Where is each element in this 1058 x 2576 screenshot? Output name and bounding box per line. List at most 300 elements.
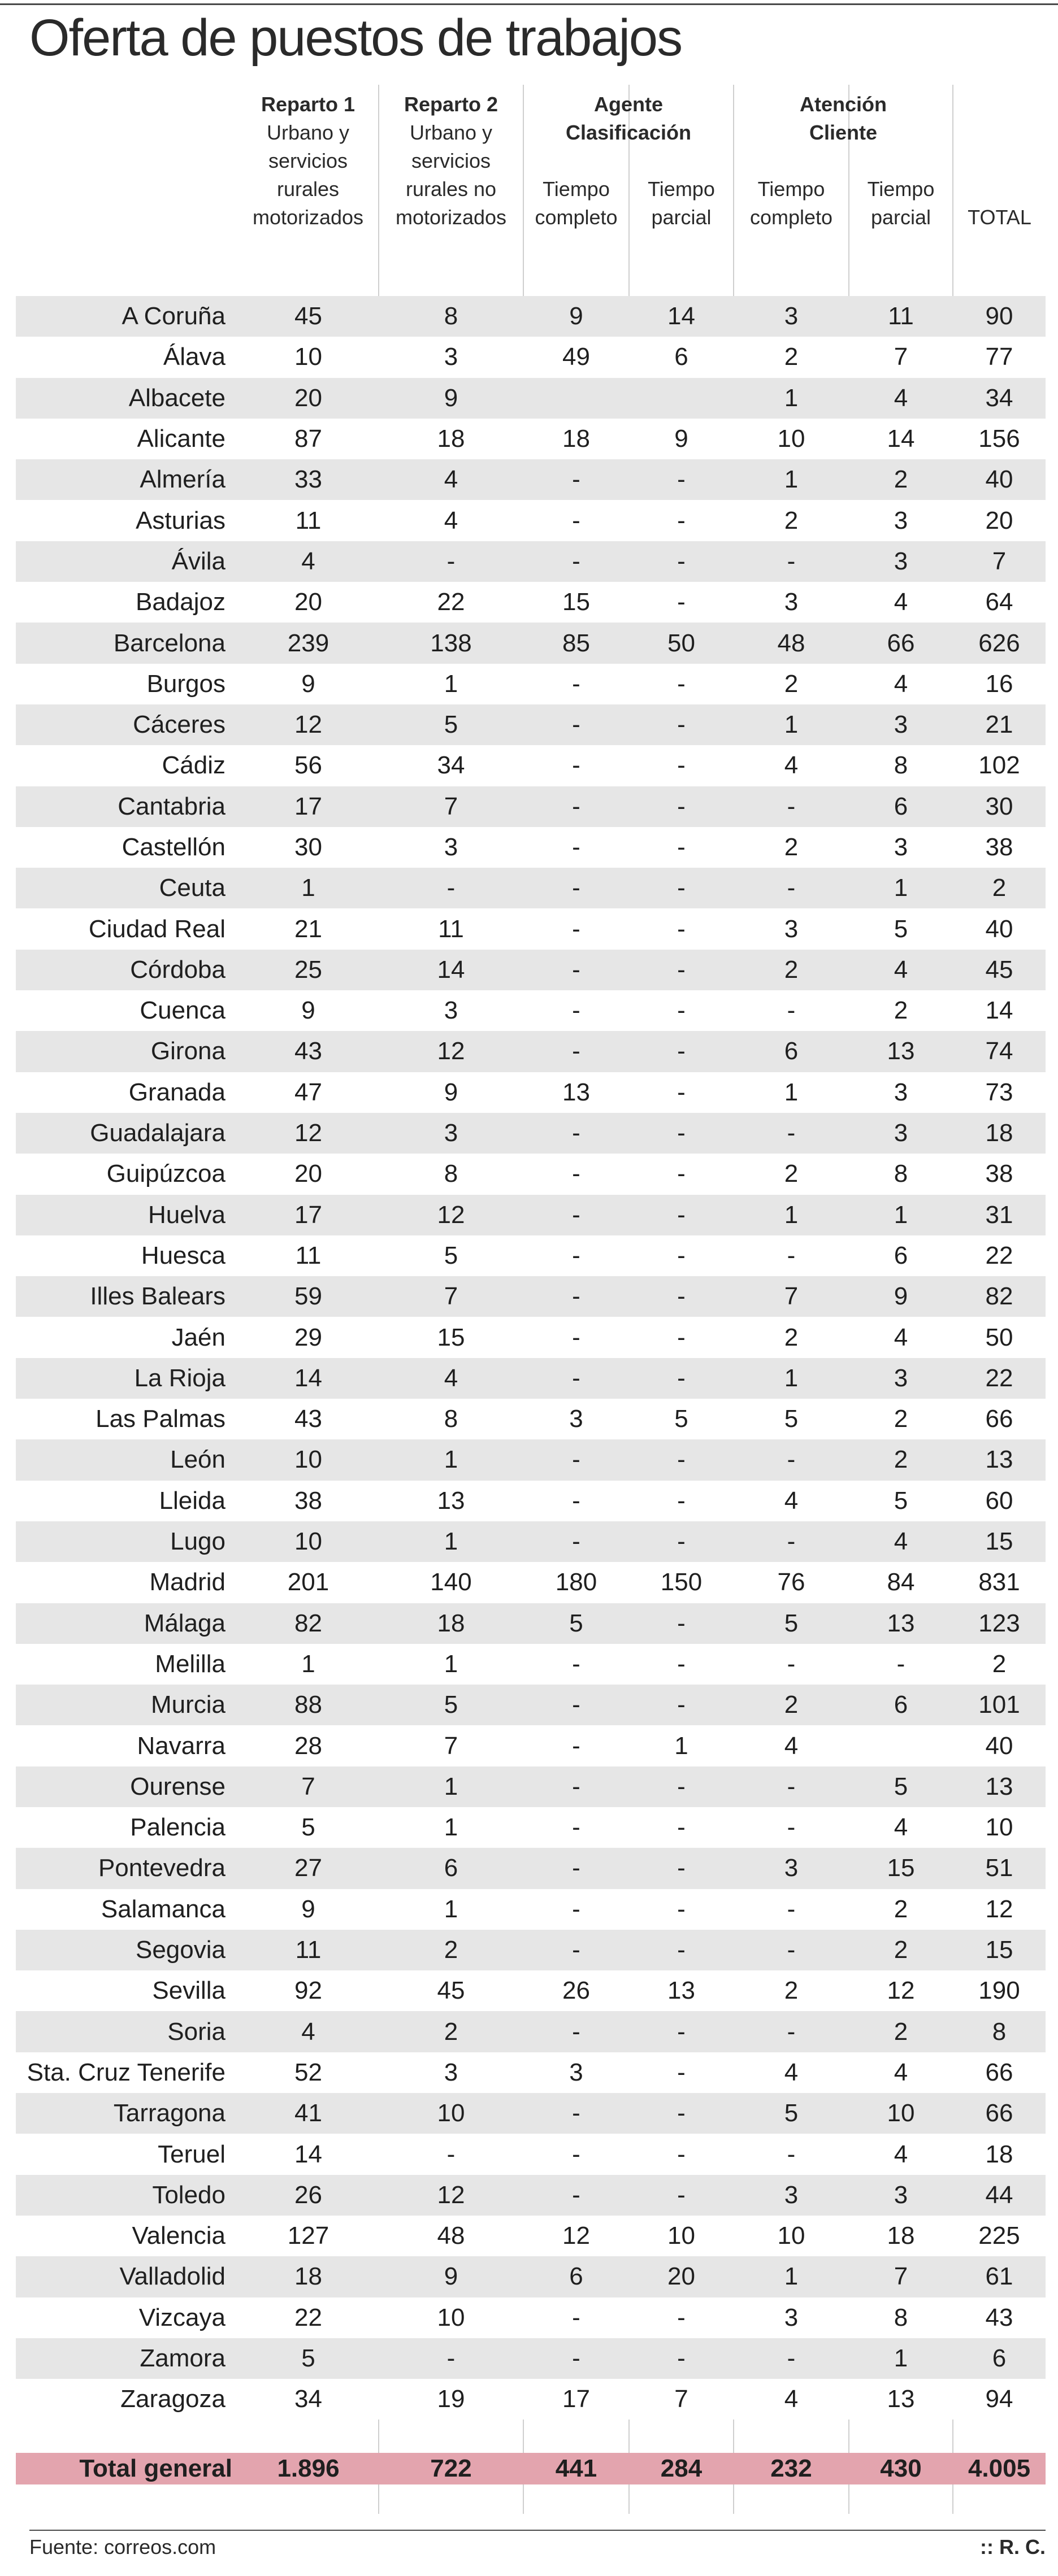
table-cell: 20 xyxy=(238,582,379,623)
table-cell: 8 xyxy=(849,745,953,786)
province-name: Málaga xyxy=(16,1603,238,1644)
province-name: Lugo xyxy=(16,1521,238,1562)
header-reparto-1-title: Reparto 1 xyxy=(261,93,355,116)
table-cell: 7 xyxy=(849,337,953,377)
table-row xyxy=(16,337,1046,377)
table-cell: 4 xyxy=(734,2379,849,2420)
table-row xyxy=(16,582,1046,623)
table-cell: 43 xyxy=(238,1399,379,1439)
table-cell: 4 xyxy=(849,2134,953,2174)
total-cell: 232 xyxy=(734,2453,849,2484)
province-name: Melilla xyxy=(16,1644,238,1685)
table-cell: - xyxy=(523,1481,629,1521)
header-reparto-1 xyxy=(238,90,378,232)
table-cell: 45 xyxy=(238,296,379,337)
table-cell: 123 xyxy=(953,1603,1046,1644)
table-cell: 9 xyxy=(379,2256,523,2297)
table-cell: - xyxy=(523,664,629,704)
table-cell: 20 xyxy=(238,378,379,419)
table-cell: 101 xyxy=(953,1685,1046,1725)
table-cell: 5 xyxy=(849,1481,953,1521)
province-name: Almería xyxy=(16,459,238,500)
header-tiempo-line: completo xyxy=(749,206,833,229)
table-cell xyxy=(849,1725,953,1766)
province-name: Madrid xyxy=(16,1562,238,1603)
table-cell: 127 xyxy=(238,2216,379,2256)
table-cell: - xyxy=(629,2093,734,2134)
table-cell: - xyxy=(629,786,734,827)
province-name: Sta. Cruz Tenerife xyxy=(16,2052,238,2093)
table-cell: 13 xyxy=(953,1766,1046,1807)
table-cell: 13 xyxy=(849,2379,953,2420)
table-cell: 4 xyxy=(734,1481,849,1521)
header-reparto-2-line: rurales no xyxy=(405,177,497,201)
table-cell: 15 xyxy=(953,1521,1046,1562)
table-row xyxy=(16,500,1046,541)
table-row xyxy=(16,1276,1046,1317)
table-cell: - xyxy=(629,868,734,908)
table-cell: 225 xyxy=(953,2216,1046,2256)
table-cell: 82 xyxy=(238,1603,379,1644)
table-row xyxy=(16,419,1046,459)
table-row xyxy=(16,1970,1046,2011)
table-cell: - xyxy=(523,1848,629,1889)
table-cell: 1 xyxy=(734,2256,849,2297)
province-name: Illes Balears xyxy=(16,1276,238,1317)
table-cell: 8 xyxy=(953,2011,1046,2052)
table-cell: - xyxy=(629,1276,734,1317)
table-cell: 14 xyxy=(238,2134,379,2174)
table-row xyxy=(16,1358,1046,1399)
table-cell: - xyxy=(629,1072,734,1113)
table-row xyxy=(16,1930,1046,1970)
table-cell: 15 xyxy=(849,1848,953,1889)
table-cell: - xyxy=(629,1439,734,1480)
table-cell: - xyxy=(629,2052,734,2093)
header-reparto-2-line: servicios xyxy=(411,149,491,172)
table-cell: - xyxy=(629,1317,734,1357)
table-cell: - xyxy=(734,1889,849,1930)
total-cell: 1.896 xyxy=(238,2453,379,2484)
table-cell: 5 xyxy=(379,704,523,745)
table-cell: 9 xyxy=(238,990,379,1031)
table-cell: 6 xyxy=(849,1235,953,1276)
province-name: Cádiz xyxy=(16,745,238,786)
province-name: Cáceres xyxy=(16,704,238,745)
province-name: Huesca xyxy=(16,1235,238,1276)
table-cell: 29 xyxy=(238,1317,379,1357)
table-cell: 5 xyxy=(849,1766,953,1807)
table-cell: 51 xyxy=(953,1848,1046,1889)
page-title: Oferta de puestos de trabajos xyxy=(29,9,682,67)
province-name: Albacete xyxy=(16,378,238,419)
table-cell: 48 xyxy=(379,2216,523,2256)
table-cell: 82 xyxy=(953,1276,1046,1317)
table-cell: 6 xyxy=(523,2256,629,2297)
table-cell: - xyxy=(523,1235,629,1276)
table-cell: - xyxy=(523,908,629,949)
table-cell: - xyxy=(523,2297,629,2338)
table-cell: 13 xyxy=(629,1970,734,2011)
table-cell: - xyxy=(629,827,734,868)
table-cell: 1 xyxy=(734,378,849,419)
table-row xyxy=(16,1439,1046,1480)
table-cell: 14 xyxy=(238,1358,379,1399)
table-row xyxy=(16,2338,1046,2379)
header-reparto-2-title: Reparto 2 xyxy=(404,93,498,116)
table-cell: 150 xyxy=(629,1562,734,1603)
table-cell: 90 xyxy=(953,296,1046,337)
table-row xyxy=(16,378,1046,419)
table-cell: - xyxy=(629,908,734,949)
province-name: Palencia xyxy=(16,1807,238,1848)
table-cell: 5 xyxy=(238,1807,379,1848)
table-cell: 10 xyxy=(734,2216,849,2256)
table-cell: 7 xyxy=(953,541,1046,582)
table-row xyxy=(16,1481,1046,1521)
table-cell: 3 xyxy=(849,2175,953,2216)
author-credit: :: R. C. xyxy=(980,2535,1046,2558)
table-cell: - xyxy=(629,1113,734,1154)
table-cell: 45 xyxy=(379,1970,523,2011)
table-cell: 4 xyxy=(379,459,523,500)
header-tiempo-line: Tiempo xyxy=(543,177,610,201)
province-name: Teruel xyxy=(16,2134,238,2174)
province-name: Álava xyxy=(16,337,238,377)
table-cell: 3 xyxy=(849,827,953,868)
table-cell: - xyxy=(734,1113,849,1154)
header-reparto-2 xyxy=(379,90,523,232)
table-cell: 2 xyxy=(734,500,849,541)
table-cell: - xyxy=(629,1358,734,1399)
table-cell: 31 xyxy=(953,1195,1046,1235)
province-name: Valencia xyxy=(16,2216,238,2256)
total-cell: 722 xyxy=(379,2453,523,2484)
province-name: Pontevedra xyxy=(16,1848,238,1889)
province-name: Huelva xyxy=(16,1195,238,1235)
table-cell: 2 xyxy=(734,1154,849,1194)
table-row xyxy=(16,704,1046,745)
table-cell: 626 xyxy=(953,623,1046,663)
table-cell: - xyxy=(629,1521,734,1562)
table-cell: 30 xyxy=(238,827,379,868)
table-cell: 14 xyxy=(849,419,953,459)
table-cell: 6 xyxy=(734,1031,849,1072)
province-name: Asturias xyxy=(16,500,238,541)
province-name: Tarragona xyxy=(16,2093,238,2134)
table-cell: 3 xyxy=(734,582,849,623)
table-cell: 73 xyxy=(953,1072,1046,1113)
table-cell: 18 xyxy=(379,419,523,459)
table-cell: 12 xyxy=(379,1031,523,1072)
table-row xyxy=(16,1807,1046,1848)
table-cell: 11 xyxy=(238,1235,379,1276)
table-cell xyxy=(629,378,734,419)
table-cell: 47 xyxy=(238,1072,379,1113)
table-cell: 92 xyxy=(238,1970,379,2011)
table-cell: 8 xyxy=(849,2297,953,2338)
table-row xyxy=(16,1848,1046,1889)
table-cell: - xyxy=(629,582,734,623)
table-cell: 66 xyxy=(953,2052,1046,2093)
table-cell: 3 xyxy=(523,2052,629,2093)
table-cell: - xyxy=(734,1766,849,1807)
table-cell: 66 xyxy=(953,2093,1046,2134)
table-cell: 3 xyxy=(849,541,953,582)
table-row xyxy=(16,1235,1046,1276)
table-cell: 21 xyxy=(238,908,379,949)
table-cell: 1 xyxy=(379,664,523,704)
header-total xyxy=(953,203,1046,232)
province-name: Barcelona xyxy=(16,623,238,663)
province-name: Navarra xyxy=(16,1725,238,1766)
table-cell: - xyxy=(523,745,629,786)
table-cell: 8 xyxy=(379,1154,523,1194)
table-cell: 20 xyxy=(629,2256,734,2297)
table-row xyxy=(16,1521,1046,1562)
table-cell: 7 xyxy=(849,2256,953,2297)
table-cell: 10 xyxy=(734,419,849,459)
table-cell: - xyxy=(849,1644,953,1685)
table-cell: 156 xyxy=(953,419,1046,459)
header-atencion-line: Cliente xyxy=(809,121,878,144)
header-reparto-1-line: Urbano y xyxy=(266,121,350,144)
table-cell: - xyxy=(379,541,523,582)
table-cell: 7 xyxy=(379,786,523,827)
table-cell: 38 xyxy=(238,1481,379,1521)
table-cell: 18 xyxy=(849,2216,953,2256)
table-cell: 1 xyxy=(734,459,849,500)
table-cell: - xyxy=(523,1766,629,1807)
table-cell: - xyxy=(523,990,629,1031)
table-cell: 18 xyxy=(238,2256,379,2297)
table-cell: 4 xyxy=(379,1358,523,1399)
table-cell: - xyxy=(629,1235,734,1276)
table-cell: 2 xyxy=(734,664,849,704)
province-name: Jaén xyxy=(16,1317,238,1357)
table-cell: - xyxy=(629,2175,734,2216)
table-cell: - xyxy=(523,459,629,500)
table-cell: - xyxy=(629,990,734,1031)
table-cell: 5 xyxy=(238,2338,379,2379)
table-row xyxy=(16,2175,1046,2216)
table-cell: 1 xyxy=(849,1195,953,1235)
table-cell: - xyxy=(523,827,629,868)
header-reparto-1-line: servicios xyxy=(268,149,348,172)
table-cell: 2 xyxy=(953,1644,1046,1685)
table-cell: 12 xyxy=(849,1970,953,2011)
province-name: Castellón xyxy=(16,827,238,868)
table-cell: 1 xyxy=(379,1439,523,1480)
table-cell: 3 xyxy=(379,337,523,377)
table-cell: 3 xyxy=(734,908,849,949)
table-cell: 7 xyxy=(734,1276,849,1317)
table-cell: 12 xyxy=(379,2175,523,2216)
table-cell: - xyxy=(629,1685,734,1725)
table-cell: - xyxy=(734,786,849,827)
table-cell: 8 xyxy=(849,1154,953,1194)
table-row xyxy=(16,1603,1046,1644)
table-cell: 28 xyxy=(238,1725,379,1766)
table-cell: 43 xyxy=(238,1031,379,1072)
table-cell: - xyxy=(629,1930,734,1970)
table-cell: 3 xyxy=(849,1358,953,1399)
source-note: Fuente: correos.com xyxy=(29,2535,216,2558)
table-cell: 13 xyxy=(953,1439,1046,1480)
table-cell: 9 xyxy=(629,419,734,459)
table-cell: - xyxy=(523,1276,629,1317)
table-cell: - xyxy=(629,1603,734,1644)
province-name: Las Palmas xyxy=(16,1399,238,1439)
table-cell: 50 xyxy=(629,623,734,663)
table-cell: 10 xyxy=(849,2093,953,2134)
table-cell: 10 xyxy=(238,1439,379,1480)
header-agente-line: Clasificación xyxy=(565,121,692,144)
table-cell: - xyxy=(629,1481,734,1521)
table-cell: - xyxy=(629,1889,734,1930)
table-cell: - xyxy=(523,2093,629,2134)
table-cell: - xyxy=(523,868,629,908)
table-cell: 45 xyxy=(953,950,1046,990)
table-cell: 1 xyxy=(238,1644,379,1685)
table-cell: 831 xyxy=(953,1562,1046,1603)
table-cell: 34 xyxy=(953,378,1046,419)
table-row xyxy=(16,1766,1046,1807)
header-tiempo-line: Tiempo xyxy=(648,177,715,201)
table-cell: 6 xyxy=(629,337,734,377)
table-cell: 4 xyxy=(849,1317,953,1357)
table-cell: - xyxy=(629,704,734,745)
table-cell: 10 xyxy=(238,337,379,377)
province-name: Murcia xyxy=(16,1685,238,1725)
table-cell: 19 xyxy=(379,2379,523,2420)
table-cell: - xyxy=(734,1644,849,1685)
header-tiempo-line: parcial xyxy=(870,206,931,229)
table-cell: 1 xyxy=(849,868,953,908)
table-cell: 74 xyxy=(953,1031,1046,1072)
table-cell: 190 xyxy=(953,1970,1046,2011)
header-total-label: TOTAL xyxy=(968,206,1031,229)
table-cell: 3 xyxy=(734,2175,849,2216)
table-cell: - xyxy=(734,2011,849,2052)
table-cell: 56 xyxy=(238,745,379,786)
table-cell: 18 xyxy=(523,419,629,459)
table-cell: 9 xyxy=(379,1072,523,1113)
province-name: Segovia xyxy=(16,1930,238,1970)
table-cell: 13 xyxy=(523,1072,629,1113)
table-cell: 94 xyxy=(953,2379,1046,2420)
table-cell: 5 xyxy=(849,908,953,949)
table-cell: 1 xyxy=(379,1766,523,1807)
province-name: Ourense xyxy=(16,1766,238,1807)
table-cell: 38 xyxy=(953,827,1046,868)
table-cell: 12 xyxy=(953,1889,1046,1930)
provinces-table xyxy=(16,296,1046,2420)
table-cell: 2 xyxy=(849,1930,953,1970)
table-cell: 1 xyxy=(734,704,849,745)
table-cell: - xyxy=(523,950,629,990)
header-atencion-line: Atención xyxy=(799,93,887,116)
table-cell: 102 xyxy=(953,745,1046,786)
table-row xyxy=(16,868,1046,908)
table-cell: 1 xyxy=(379,1807,523,1848)
table-cell: 1 xyxy=(379,1644,523,1685)
table-row xyxy=(16,950,1046,990)
header-agente-tiempo-parcial xyxy=(630,175,733,232)
table-cell: 1 xyxy=(238,868,379,908)
table-cell: 15 xyxy=(379,1317,523,1357)
table-cell: 14 xyxy=(953,990,1046,1031)
province-name: Guadalajara xyxy=(16,1113,238,1154)
table-cell: 13 xyxy=(849,1603,953,1644)
header-atencion-tiempo-parcial xyxy=(849,175,952,232)
table-row xyxy=(16,786,1046,827)
table-cell: - xyxy=(523,500,629,541)
table-cell: 9 xyxy=(849,1276,953,1317)
header-reparto-1-line: motorizados xyxy=(252,206,364,229)
table-cell: - xyxy=(523,2011,629,2052)
table-cell: 9 xyxy=(238,1889,379,1930)
table-cell: 10 xyxy=(379,2297,523,2338)
table-cell: 2 xyxy=(734,337,849,377)
table-cell: 3 xyxy=(523,1399,629,1439)
table-cell: 17 xyxy=(238,1195,379,1235)
province-name: León xyxy=(16,1439,238,1480)
province-name: La Rioja xyxy=(16,1358,238,1399)
table-cell: - xyxy=(523,1889,629,1930)
table-cell: - xyxy=(523,704,629,745)
table-cell: 5 xyxy=(734,1603,849,1644)
table-cell: - xyxy=(629,500,734,541)
table-cell: 10 xyxy=(629,2216,734,2256)
table-cell: - xyxy=(523,1725,629,1766)
header-reparto-2-line: Urbano y xyxy=(409,121,493,144)
province-name: Granada xyxy=(16,1072,238,1113)
table-cell: - xyxy=(523,2338,629,2379)
table-cell: 2 xyxy=(379,2011,523,2052)
table-cell: 18 xyxy=(953,1113,1046,1154)
table-cell: 5 xyxy=(379,1685,523,1725)
table-cell: - xyxy=(629,541,734,582)
table-cell: - xyxy=(629,2338,734,2379)
table-cell: 2 xyxy=(953,868,1046,908)
table-row xyxy=(16,1889,1046,1930)
table-cell: 3 xyxy=(849,704,953,745)
table-cell: - xyxy=(629,2134,734,2174)
table-cell: - xyxy=(734,1439,849,1480)
table-cell: 10 xyxy=(379,2093,523,2134)
table-cell: - xyxy=(523,1113,629,1154)
table-row xyxy=(16,1399,1046,1439)
table-cell: 4 xyxy=(238,541,379,582)
table-cell: 1 xyxy=(734,1072,849,1113)
table-cell: 4 xyxy=(849,378,953,419)
table-cell: - xyxy=(629,1031,734,1072)
table-cell: 7 xyxy=(379,1725,523,1766)
table-cell: 61 xyxy=(953,2256,1046,2297)
header-reparto-1-line: rurales xyxy=(276,177,340,201)
table-cell: 3 xyxy=(849,500,953,541)
table-cell: 25 xyxy=(238,950,379,990)
table-cell: 3 xyxy=(849,1072,953,1113)
province-name: Cuenca xyxy=(16,990,238,1031)
header-tiempo-line: Tiempo xyxy=(757,177,825,201)
total-cell: 4.005 xyxy=(953,2453,1046,2484)
table-cell: 2 xyxy=(379,1930,523,1970)
table-cell: 64 xyxy=(953,582,1046,623)
table-cell: 30 xyxy=(953,786,1046,827)
table-cell: 85 xyxy=(523,623,629,663)
